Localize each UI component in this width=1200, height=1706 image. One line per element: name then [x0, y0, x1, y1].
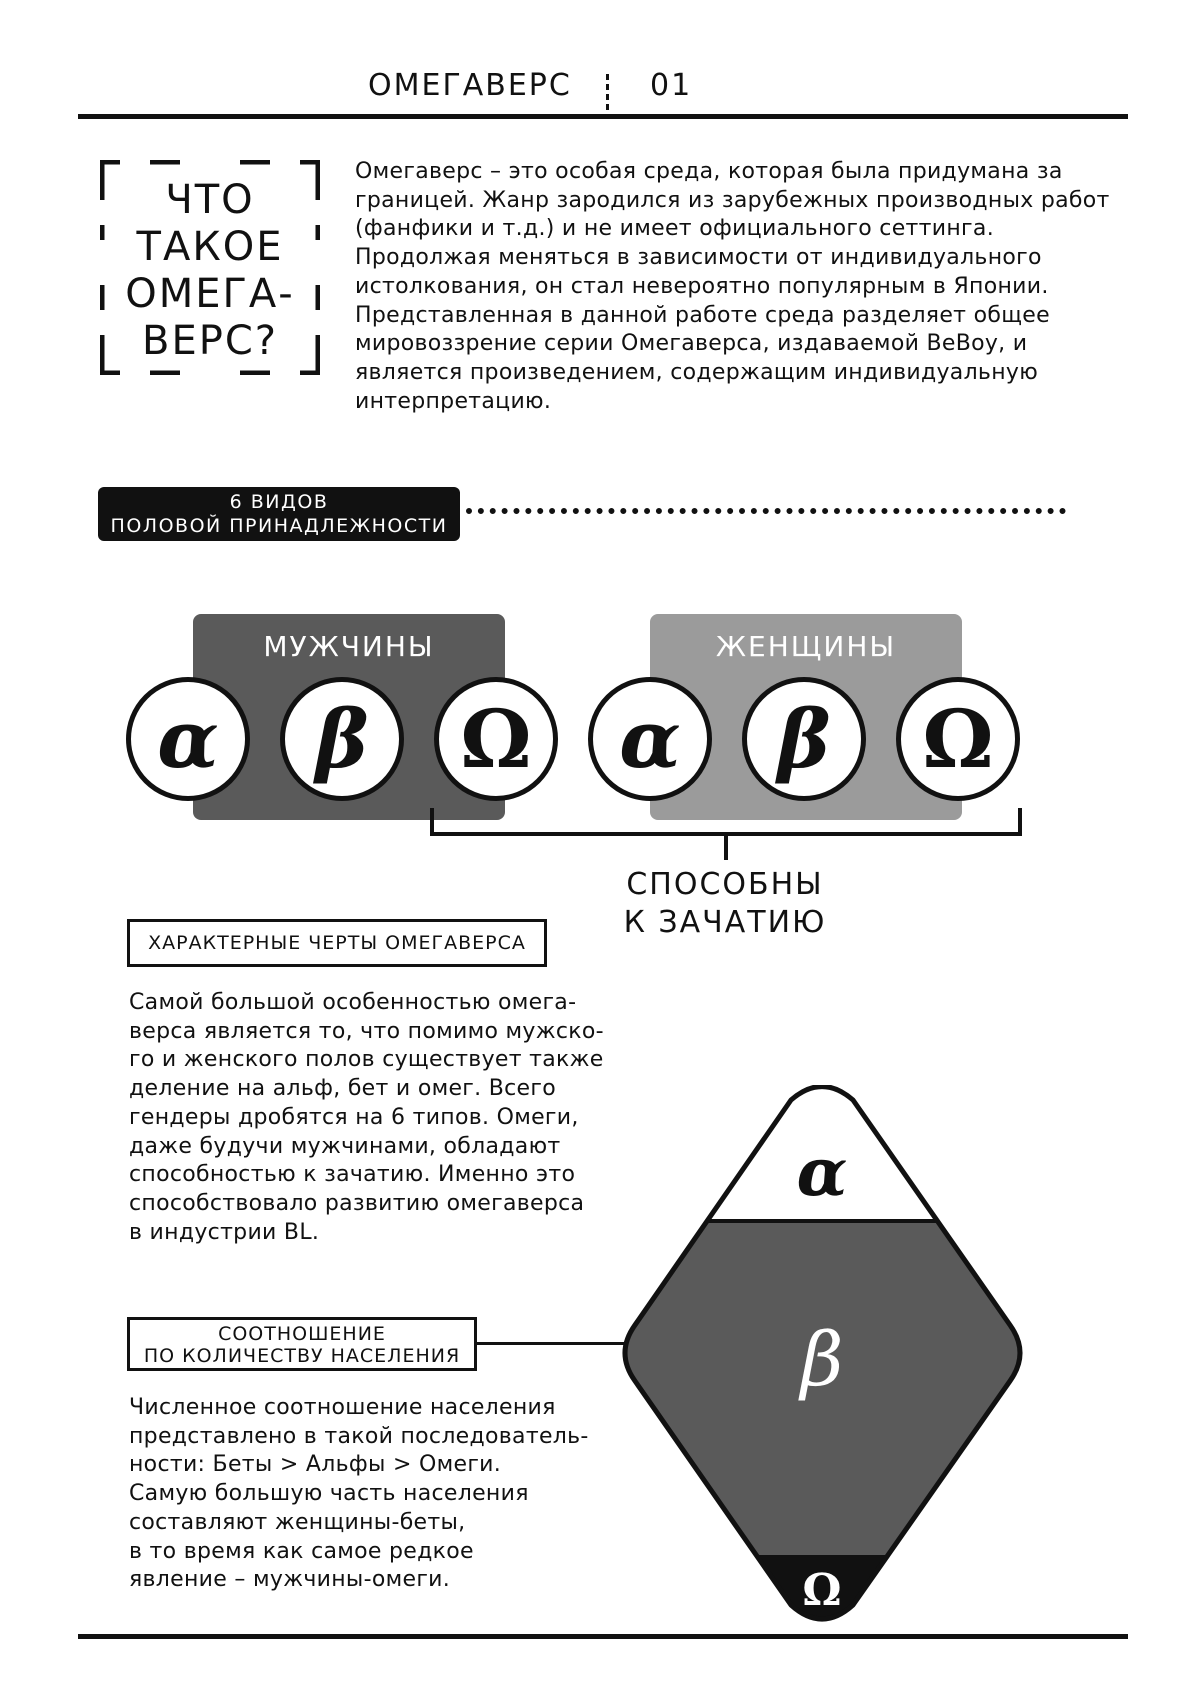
population-line: представлено в такой последователь-	[129, 1423, 589, 1449]
page-number: 01	[650, 68, 693, 103]
alpha-symbol: α	[157, 692, 219, 786]
features-line: гендеры дробятся на 6 типов. Омеги,	[129, 1104, 579, 1130]
population-ratio-diagram	[615, 1085, 1030, 1625]
omega-symbol: Ω	[922, 692, 994, 786]
women-group-label: ЖЕНЩИНЫ	[715, 630, 897, 663]
features-line: верса является то, что помимо мужско-	[129, 1018, 604, 1044]
conception-line-1: СПОСОБНЫ	[626, 867, 824, 902]
features-line: даже будучи мужчинами, обладают	[129, 1133, 561, 1159]
beta-symbol: β	[315, 692, 369, 786]
features-line: способностью к зачатию. Именно это	[129, 1162, 576, 1188]
footer-rule	[78, 1634, 1128, 1639]
features-line: деление на альф, бет и омег. Всего	[129, 1076, 556, 1102]
alpha-symbol: α	[619, 692, 681, 786]
population-line: в то время как самое редкое	[129, 1538, 474, 1564]
men-alpha-circle	[126, 677, 250, 801]
features-line: в индустрии BL.	[129, 1219, 320, 1245]
header-rule	[78, 114, 1128, 119]
women-alpha-circle	[588, 677, 712, 801]
intro-title-line-4: ВЕРС?	[142, 318, 278, 364]
features-line: Самой большой особенностью омега-	[129, 990, 577, 1015]
badge-line-1: 6 ВИДОВ	[229, 491, 329, 513]
population-heading-line-1: СООТНОШЕНИЕ	[218, 1323, 386, 1345]
features-line: го и женского полов существует также	[129, 1047, 604, 1073]
men-group-label: МУЖЧИНЫ	[263, 630, 435, 663]
women-beta-circle	[742, 677, 866, 801]
population-line: явление – мужчины-омеги.	[129, 1567, 451, 1593]
connector-line	[475, 1342, 625, 1345]
conception-label	[590, 866, 860, 942]
population-line: ности: Беты > Альфы > Омеги.	[129, 1452, 502, 1478]
population-heading-line-2: ПО КОЛИЧЕСТВУ НАСЕЛЕНИЯ	[143, 1345, 461, 1367]
population-line: Самую большую часть населения	[129, 1481, 529, 1507]
genders-section-badge	[98, 487, 460, 541]
features-line: способствовало развитию омегаверса	[129, 1190, 585, 1216]
page-header-title: ОМЕГАВЕРС	[368, 68, 572, 103]
diagram-beta-label: β	[800, 1317, 844, 1403]
intro-title-line-1: ЧТО	[165, 177, 255, 223]
badge-line-2: ПОЛОВОЙ ПРИНАДЛЕЖНОСТИ	[110, 515, 448, 537]
intro-title-line-2: ТАКОЕ	[136, 224, 284, 270]
men-omega-circle	[434, 677, 558, 801]
population-paragraph	[129, 1394, 629, 1595]
header-divider	[606, 74, 609, 110]
population-line: составляют женщины-беты,	[129, 1509, 466, 1535]
population-line: Численное соотношение населения	[129, 1395, 556, 1420]
women-omega-circle	[896, 677, 1020, 801]
conception-line-2: К ЗАЧАТИЮ	[623, 905, 827, 940]
diagram-omega-label: Ω	[802, 1565, 842, 1616]
omega-symbol: Ω	[460, 692, 532, 786]
intro-title-frame	[100, 160, 320, 375]
population-heading	[127, 1317, 477, 1371]
intro-title-line-3: ОМЕГА-	[125, 271, 295, 317]
features-paragraph	[129, 989, 649, 1247]
dotted-divider	[466, 508, 1066, 514]
beta-symbol: β	[777, 692, 831, 786]
intro-paragraph: Омегаверс – это особая среда, которая была придумана за границей. Жанр зародился из зарубежных производных работ (фанфики и т.д.) и не имеет официального сеттинга. Продолжая меняться в зависимости от индивидуального истолкования, он стал невероятно популярным в Японии. Представленная в данной работе среда разделяет общее мировоззрение серии Омегаверса, издаваемой BeBoy, и является произведением, содержащим индивидуальную интерпретацию.	[355, 159, 1110, 414]
features-heading: ХАРАКТЕРНЫЕ ЧЕРТЫ ОМЕГАВЕРСА	[127, 919, 547, 967]
diagram-alpha-label: α	[796, 1133, 848, 1211]
conception-bracket-icon	[420, 800, 1030, 870]
men-beta-circle	[280, 677, 404, 801]
